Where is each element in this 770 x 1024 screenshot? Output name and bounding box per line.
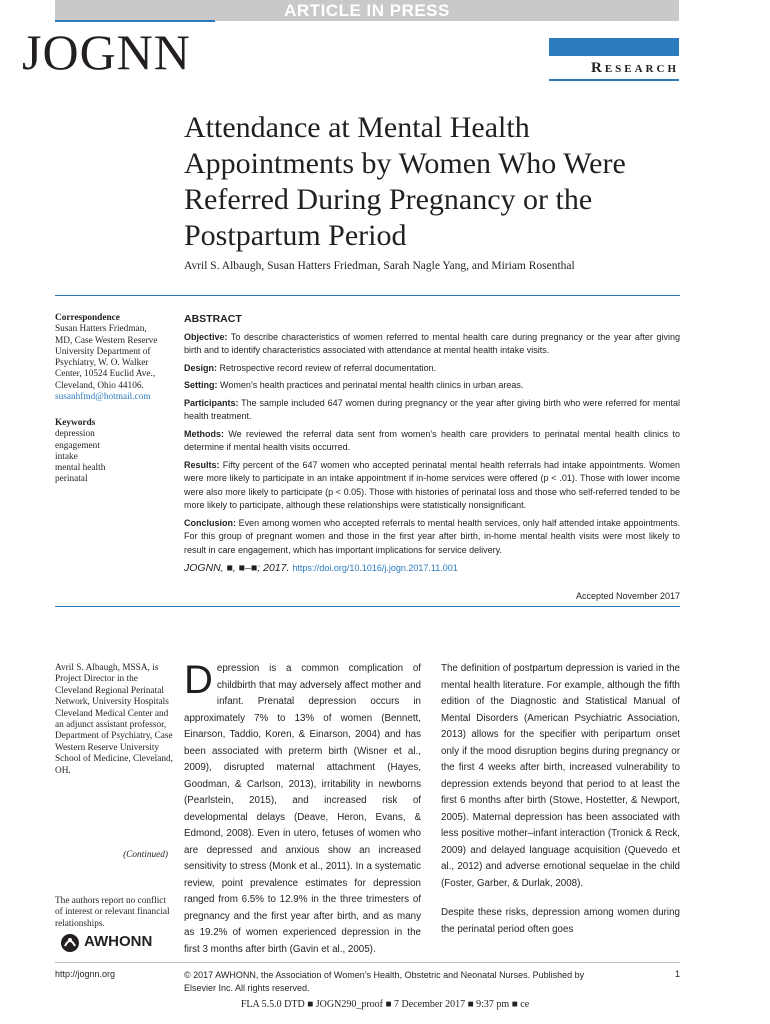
citation-text: JOGNN, ■, ■–■; 2017.	[184, 562, 290, 574]
paragraph-text: epression is a common complication of childbirth that may adversely affect mother and infant. Prenatal depression occurs in approximately 7% to 13% of women (Bennett, Einarson, Taddio, Koren, & Einarson, 2004) and has been associated with preterm birth (Wisner et al., 2009), disrupted maternal attachment (Hayes, Goodman, & Carlson, 2013), irritability in newborns (Pearlstein, 2015), and increased risk of developmental delays (Deave, Heron, Evans, & Edmond, 2008). Even in utero, fetuses of women who are depressed and anxious show an increased sensitivity to stress (Monk et al., 2011). In a systematic review, point prevalence estimates for depression ranged from 6.5% to 12.9% in the three trimesters of pregnancy and the first year after birth, and as many as 19.2% of women experienced depression in the first 3 months after birth (Gavin et al., 2005).	[184, 663, 421, 955]
abstract-text: The sample included 647 women during pregnancy or the year after giving birth who were referred for mental health treatment.	[184, 397, 680, 421]
citation-line	[184, 561, 680, 575]
divider	[55, 295, 680, 296]
drop-cap: D	[184, 658, 213, 702]
abstract-participants	[184, 397, 680, 424]
keyword: intake	[55, 451, 78, 462]
keyword: perinatal	[55, 474, 88, 485]
doi-link[interactable]: https://doi.org/10.1016/j.jogn.2017.11.001	[292, 563, 458, 573]
author-list: Avril S. Albaugh, Susan Hatters Friedman, Sarah Nagle Yang, and Miriam Rosenthal	[184, 260, 575, 272]
body-paragraph	[184, 658, 421, 958]
abstract-text: To describe characteristics of women referred to mental health care during pregnancy or the year after giving birth and to identify characteristics associated with attendance at mental health intake visits.	[184, 331, 680, 355]
abstract-design	[184, 362, 680, 376]
section-rule	[549, 79, 679, 81]
keywords-heading: Keywords	[55, 418, 96, 428]
abstract-text: Even among women who accepted referrals to mental health services, only half attended intake appointments. For this group of pregnant women and those in the first year after birth, in-home mental health visits were most likely to result in care engagement, which has important implications for service delivery.	[184, 517, 680, 555]
correspondence-email-link[interactable]: susanhfmd@hotmail.com	[55, 392, 151, 403]
continued-note: (Continued)	[123, 850, 168, 860]
abstract-objective	[184, 331, 680, 358]
section-label-text: Research	[590, 60, 679, 76]
banner-text: ARTICLE IN PRESS	[284, 1, 450, 20]
abstract	[184, 313, 680, 575]
section-label	[549, 58, 679, 78]
article-in-press-banner	[55, 0, 679, 21]
abstract-setting	[184, 379, 680, 393]
divider	[55, 606, 680, 607]
abstract-text: Fifty percent of the 647 women who accepted perinatal mental health referrals had intake appointments. Women were more likely to participate in an intake appointment if in-home services were offered (p < .01). Those with lower income were also more likely to participate (p < 0.05). Those with histories of perinatal loss and those who self-referred tended to be more likely to participate, although these relationships were statistically nonsignificant.	[184, 459, 680, 510]
keyword: mental health	[55, 463, 106, 474]
body-paragraph: The definition of postpartum depression is varied in the mental health literature. For example, although the fifth edition of the Diagnostic and Statistical Manual of Mental Disorders (American Psychiatric Association, 2013) allows for the specifier with peripartum onset only if the mood disruption begins during pregnancy or the first 4 weeks after birth, increased vulnerability to depression extends beyond that period to at least the first 6 months after birth (Stowe, Hostetter, & Newport, 2005). Maternal depression has been associated with less positive mother–infant interaction (Tronick & Reck, 2009) and delayed language acquisition (Quevedo et al., 2012) and adverse emotional sequelae in the child (Foster, Garber, & Durlak, 2008).	[441, 663, 680, 889]
section-color-block	[549, 38, 679, 56]
abstract-label: Participants:	[184, 397, 239, 408]
correspondence-block	[55, 313, 173, 403]
abstract-label: Setting:	[184, 380, 218, 390]
conflict-of-interest: The authors report no conflict of interest or relevant financial relationships.	[55, 896, 170, 929]
page-number: 1	[674, 969, 680, 979]
journal-url[interactable]: http://jognn.org	[55, 969, 116, 979]
correspondence-line: Psychiatry, W. O. Walker	[55, 358, 149, 369]
abstract-methods	[184, 428, 680, 455]
body-paragraph: Despite these risks, depression among women during the perinatal period often goes	[441, 907, 680, 935]
abstract-heading: ABSTRACT	[184, 313, 242, 325]
correspondence-line: MD, Case Western Reserve	[55, 335, 158, 346]
abstract-text: Women’s health practices and perinatal mental health clinics in urban areas.	[220, 380, 524, 390]
copyright-notice: © 2017 AWHONN, the Association of Women’s Health, Obstetric and Neonatal Nurses. Published by Elsevier Inc. All rights reserved.	[184, 970, 585, 993]
correspondence-heading: Correspondence	[55, 313, 120, 323]
author-bio: Avril S. Albaugh, MSSA, is Project Director in the Cleveland Regional Perinatal Network, University Hospitals Cleveland Medical Center and an adjunct assistant professor, Department of Psychiatry, Case Western Reserve University School of Medicine, Cleveland, OH.	[55, 663, 173, 776]
article-title: Attendance at Mental Health Appointments by Women Who Were Referred During Pregnancy or the Postpartum Period	[184, 111, 626, 252]
abstract-text: Retrospective record review of referral documentation.	[219, 362, 437, 373]
body-column-2	[441, 661, 680, 951]
awhonn-logo	[60, 932, 170, 954]
body-column-1	[184, 658, 421, 971]
keyword: depression	[55, 429, 95, 440]
proof-build-line: FLA 5.5.0 DTD ■ JOGN290_proof ■ 7 December 2017 ■ 9:37 pm ■ ce	[240, 999, 530, 1010]
keyword: engagement	[55, 440, 100, 451]
abstract-label: Design:	[184, 362, 218, 373]
abstract-conclusion	[184, 517, 680, 558]
journal-logo: JOGNN	[22, 24, 191, 80]
footer-rule	[55, 962, 680, 963]
abstract-label: Conclusion:	[184, 517, 236, 528]
abstract-label: Results:	[184, 459, 220, 470]
correspondence-line: Susan Hatters Friedman,	[55, 324, 147, 335]
correspondence-line: Center, 10524 Euclid Ave.,	[55, 369, 156, 380]
awhonn-logo-text: AWHONN	[84, 933, 153, 950]
correspondence-line: Cleveland, Ohio 44106.	[55, 380, 144, 391]
abstract-text: We reviewed the referral data sent from women’s health care providers to perinatal mental health clinics to determine if mental health visits occurred.	[184, 428, 680, 452]
correspondence-line: University Department of	[55, 346, 151, 357]
accepted-date: Accepted November 2017	[575, 591, 680, 601]
abstract-label: Methods:	[184, 428, 224, 439]
keywords-block	[55, 418, 173, 486]
abstract-results	[184, 459, 680, 513]
abstract-label: Objective:	[184, 331, 228, 342]
